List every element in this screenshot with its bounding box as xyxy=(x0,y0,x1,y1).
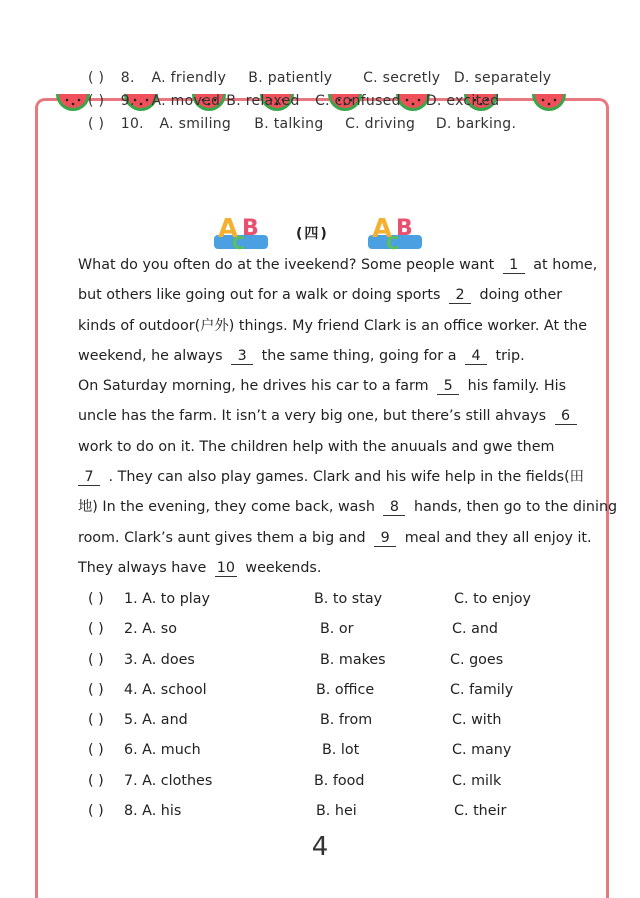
option-row: ( ) 1. A. to play B. to stay C. to enjoy xyxy=(88,591,532,607)
option-row: ( ) 6. A. much B. lot C. many xyxy=(88,742,512,759)
blank-2: 2 xyxy=(449,287,471,304)
option-row: ( ) 4. A. school B. office C. family xyxy=(88,681,514,698)
section-number: (四) xyxy=(296,226,329,242)
passage-line: work to do on it. The children help with the anuuals and gwe them xyxy=(78,438,555,455)
blank-3: 3 xyxy=(231,348,253,365)
svg-text:B: B xyxy=(396,216,413,241)
passage-line: On Saturday morning, he drives his car to a farm 5 his family. His xyxy=(78,378,567,395)
option-row: ( ) 8. A. his B. hei C. their xyxy=(88,803,507,820)
blank-8: 8 xyxy=(383,499,405,516)
passage-line: 7 . They can also play games. Clark and his wife help in the fields(田 xyxy=(78,462,588,492)
passage-line: uncle has the farm. It isn’t a very big one, but there’s still ahvays 6 xyxy=(78,401,588,431)
svg-text:C: C xyxy=(232,233,246,253)
option-row: ( ) 2. A. so B. or C. and xyxy=(88,621,498,638)
answer-options xyxy=(88,584,608,826)
svg-text:B: B xyxy=(242,216,259,241)
option-row: ( ) 3. A. does B. makes C. goes xyxy=(88,651,504,668)
question-row-9: ( ) 9. A. moved B. relaxed C. confused D. excited xyxy=(88,93,500,109)
section-heading xyxy=(0,205,640,253)
page-number: 4 xyxy=(311,832,329,862)
watermelon-icon xyxy=(530,92,568,122)
passage-line: room. Clark’s aunt gives them a big and 9 meal and they all enjoy it. xyxy=(78,529,592,546)
watermelon-icon xyxy=(54,92,92,122)
blank-6: 6 xyxy=(555,408,577,425)
passage-line: kinds of outdoor(户外) things. My friend Clark is an office worker. At the xyxy=(78,317,588,334)
cloze-passage xyxy=(78,250,618,583)
question-row-8: ( ) 8. A. friendly B. patiently C. secretly D. separately xyxy=(88,70,552,86)
svg-text:A: A xyxy=(372,214,393,244)
abc-blocks-icon xyxy=(366,205,424,253)
blank-10: 10 xyxy=(216,559,235,576)
blank-9: 9 xyxy=(374,530,396,547)
passage-line: weekend, he always 3 the same thing, going for a 4 trip. xyxy=(78,347,525,364)
blank-1: 1 xyxy=(503,257,525,274)
svg-text:C: C xyxy=(386,233,400,253)
option-row: ( ) 5. A. and B. from C. with xyxy=(88,712,502,729)
blank-5: 5 xyxy=(437,378,459,395)
passage-line: but others like going out for a walk or doing sports 2 doing other xyxy=(78,287,563,304)
passage-line: 地) In the evening, they come back, wash 8 hands, then go to the dining xyxy=(78,499,618,516)
question-row-10: ( ) 10. A. smiling B. talking C. driving D. barking. xyxy=(88,116,517,132)
blank-7: 7 xyxy=(78,469,100,486)
passage-line: What do you often do at the iveekend? Some people want 1 at home, xyxy=(78,257,598,273)
passage-line: They always have 10 weekends. xyxy=(78,559,322,576)
svg-text:A: A xyxy=(218,214,239,244)
blank-4: 4 xyxy=(465,348,487,365)
option-row: ( ) 7. A. clothes B. food C. milk xyxy=(88,772,502,789)
abc-blocks-icon xyxy=(212,205,270,253)
